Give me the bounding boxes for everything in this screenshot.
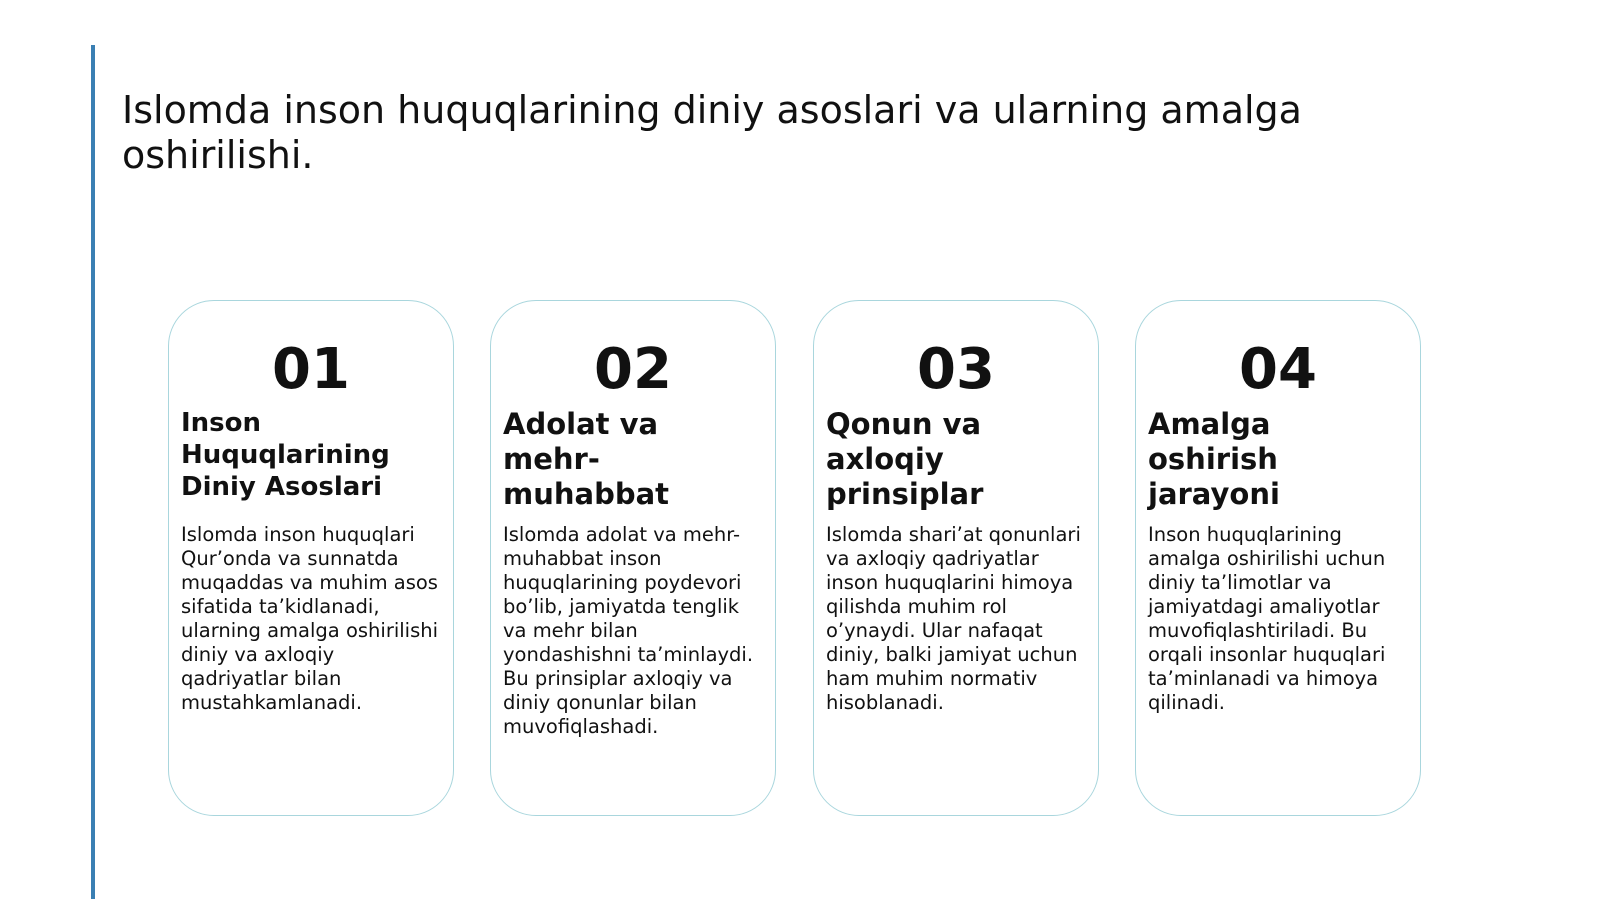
card-number: 01 xyxy=(272,337,350,402)
card-body: Islomda shari’at qonunlari va axloqiy qadriyatlar inson huquqlarini himoya qilishda muhim rol o’ynaydi. Ular nafaqat diniy, balki jamiyat uchun ham muhim normativ hisoblanadi. xyxy=(826,523,1081,714)
accent-rule xyxy=(91,45,95,899)
card-title: Inson Huquqlarining Diniy Asoslari xyxy=(181,408,390,502)
card-body: Inson huquqlarining amalga oshirilishi uchun diniy ta’limotlar va jamiyatdagi amaliyotlar muvofiqlashtiriladi. Bu orqali insonlar huquqlari ta’minlanadi va himoya qilinadi. xyxy=(1148,523,1386,714)
card-body: Islomda adolat va mehr-muhabbat inson huquqlarining poydevori bo’lib, jamiyatda tenglik va mehr bilan yondashishni ta’minlaydi. Bu prinsiplar axloqiy va diniy qonunlar bilan muvofiqlashadi. xyxy=(503,523,754,738)
card-number: 04 xyxy=(1239,337,1317,402)
slide-title: Islomda inson huquqlarining diniy asoslari va ularning amalga oshirilishi. xyxy=(122,88,1302,177)
card-title: Adolat va mehr-muhabbat xyxy=(503,407,670,511)
card-number: 02 xyxy=(594,337,672,402)
card-01 xyxy=(168,300,454,816)
card-title: Amalga oshirish jarayoni xyxy=(1148,407,1280,511)
card-number: 03 xyxy=(917,337,995,402)
card-body: Islomda inson huquqlari Qur’onda va sunnatda muqaddas va muhim asos sifatida ta’kidlanadi, ularning amalga oshirilishi diniy va axloqiy qadriyatlar bilan mustahkamlanadi. xyxy=(181,523,439,714)
card-02 xyxy=(490,300,776,816)
card-title: Qonun va axloqiy prinsiplar xyxy=(826,407,984,511)
card-03 xyxy=(813,300,1099,816)
card-04 xyxy=(1135,300,1421,816)
